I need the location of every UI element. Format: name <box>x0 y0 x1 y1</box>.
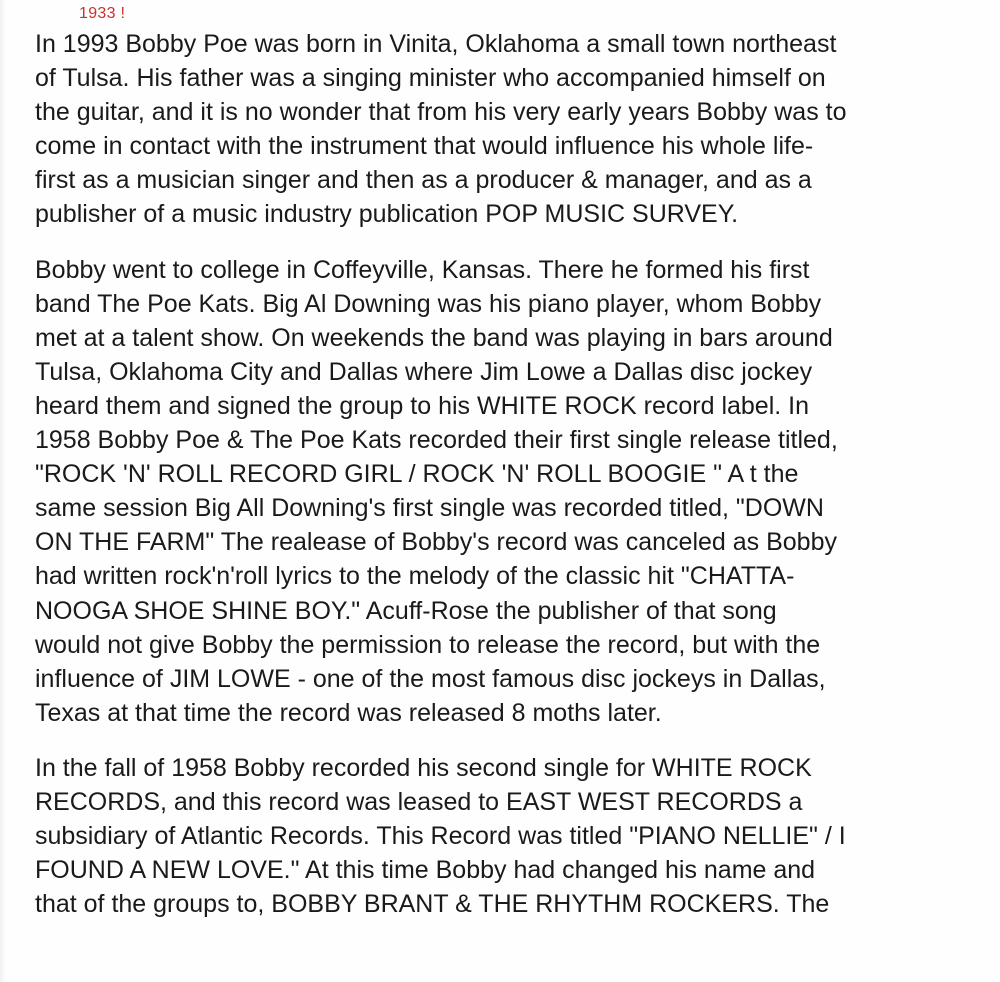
text-line: FOUND A NEW LOVE." At this time Bobby had changed his name and <box>35 856 816 885</box>
body-text <box>35 27 995 942</box>
text-line: Tulsa, Oklahoma City and Dallas where Jim Lowe a Dallas disc jockey <box>35 357 813 386</box>
text-line: In the fall of 1958 Bobby recorded his second single for WHITE ROCK <box>35 753 812 782</box>
text-line: come in contact with the instrument that would influence his whole life- <box>35 132 814 161</box>
text-line: that of the groups to, BOBBY BRANT & THE RHYTHM ROCKERS. The <box>35 890 830 919</box>
text-line: first as a musician singer and then as a producer & manager, and as a <box>35 166 812 195</box>
handwritten-correction-annotation: 1933 ! <box>79 5 126 22</box>
paragraph-1 <box>35 27 995 232</box>
text-line: Bobby went to college in Coffeyville, Kansas. There he formed his first <box>35 255 810 284</box>
text-line: NOOGA SHOE SHINE BOY." Acuff-Rose the publisher of that song <box>35 596 777 625</box>
text-line: ON THE FARM" The realease of Bobby's record was canceled as Bobby <box>35 528 837 557</box>
text-line: the guitar, and it is no wonder that from his very early years Bobby was to <box>35 98 847 127</box>
text-line: heard them and signed the group to his WHITE ROCK record label. In <box>35 391 809 420</box>
text-line: In 1993 Bobby Poe was born in Vinita, Oklahoma a small town northeast <box>35 30 837 58</box>
text-line: "ROCK 'N' ROLL RECORD GIRL / ROCK 'N' ROLL BOOGIE " A t the <box>35 460 799 489</box>
text-line: would not give Bobby the permission to release the record, but with the <box>35 630 821 659</box>
text-line: band The Poe Kats. Big Al Downing was his piano player, whom Bobby <box>35 289 822 318</box>
paragraph-2 <box>35 253 995 730</box>
text-line: subsidiary of Atlantic Records. This Record was titled "PIANO NELLIE" / I <box>35 822 846 851</box>
text-line: 1958 Bobby Poe & The Poe Kats recorded their first single release titled, <box>35 426 838 455</box>
text-line: of Tulsa. His father was a singing minister who accompanied himself on <box>35 64 826 93</box>
text-line: had written rock'n'roll lyrics to the melody of the classic hit "CHATTA- <box>35 562 795 591</box>
text-line: RECORDS, and this record was leased to EAST WEST RECORDS a <box>35 787 803 816</box>
text-line: Texas at that time the record was released 8 moths later. <box>35 698 662 727</box>
page-edge-shadow <box>0 0 6 982</box>
text-line: influence of JIM LOWE - one of the most famous disc jockeys in Dallas, <box>35 664 826 693</box>
text-line: publisher of a music industry publication POP MUSIC SURVEY. <box>35 200 739 229</box>
paragraph-3 <box>35 751 995 921</box>
text-line: met at a talent show. On weekends the band was playing in bars around <box>35 323 833 352</box>
text-line: same session Big All Downing's first single was recorded titled, "DOWN <box>35 494 824 523</box>
